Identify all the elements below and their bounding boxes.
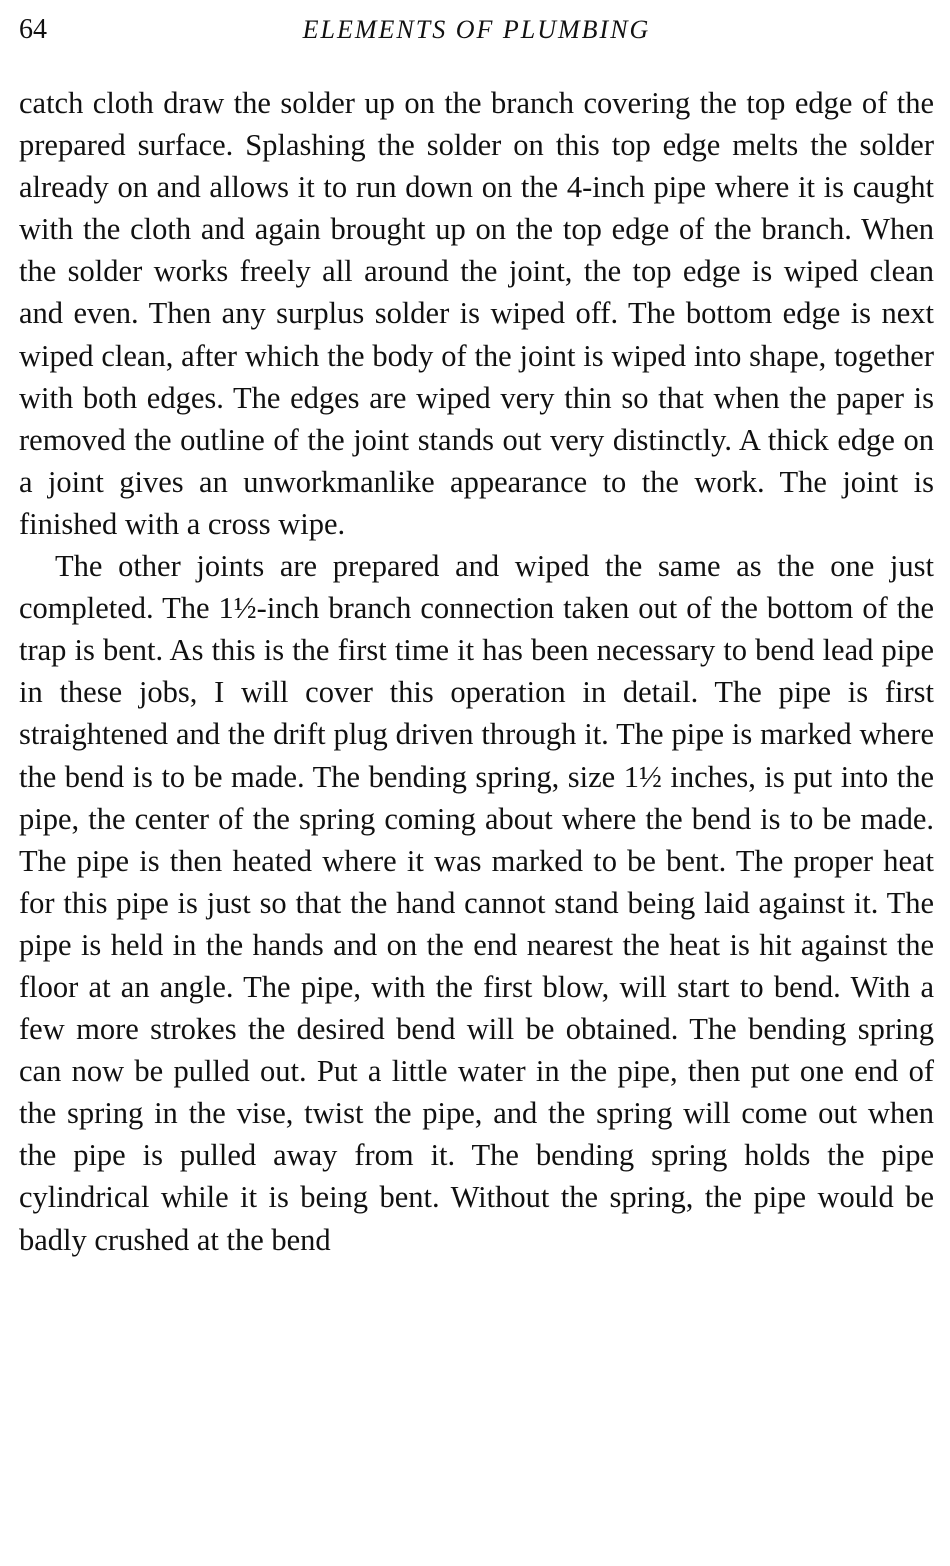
paragraph-continued: catch cloth draw the solder up on the branch covering the top edge of the prepared surface. Splashing the solder on this top edge melts the solder already on and allows it to run down on the 4-inch pipe where it is caught with the cloth and again brought up on the top edge of the branch. When the solder works freely all around the joint, the top edge is wiped clean and even. Then any surplus solder is wiped off. The bottom edge is next wiped clean, after which the body of the joint is wiped into shape, together with both edges. The edges are wiped very thin so that when the paper is removed the outline of the joint stands out very distinctly. A thick edge on a joint gives an unworkmanlike appearance to the work. The joint is finished with a cross wipe. (19, 86, 934, 541)
body-text (19, 82, 934, 1261)
running-title: ELEMENTS OF PLUMBING (302, 15, 651, 44)
paragraph-bending-pipe: The other joints are prepared and wiped the same as the one just completed. The 1½-inch branch connection taken out of the bottom of the trap is bent. As this is the first time it has been necessary to bend lead pipe in these jobs, I will cover this operation in detail. The pipe is first straightened and the drift plug driven through it. The pipe is marked where the bend is to be made. The bending spring, size 1½ inches, is put into the pipe, the center of the spring coming about where the bend is to be made. The pipe is then heated where it was marked to be bent. The proper heat for this pipe is just so that the hand cannot stand being laid against it. The pipe is held in the hands and on the end nearest the heat is hit against the floor at an angle. The pipe, with the first blow, will start to bend. With a few more strokes the desired bend will be obtained. The bending spring can now be pulled out. Put a little water in the pipe, then put one end of the spring in the vise, twist the pipe, and the spring will come out when the pipe is pulled away from it. The bending spring holds the pipe cylindrical while it is being bent. Without the spring, the pipe would be badly crushed at the bend (19, 549, 934, 1257)
page-number: 64 (19, 14, 47, 45)
running-head (19, 0, 934, 60)
